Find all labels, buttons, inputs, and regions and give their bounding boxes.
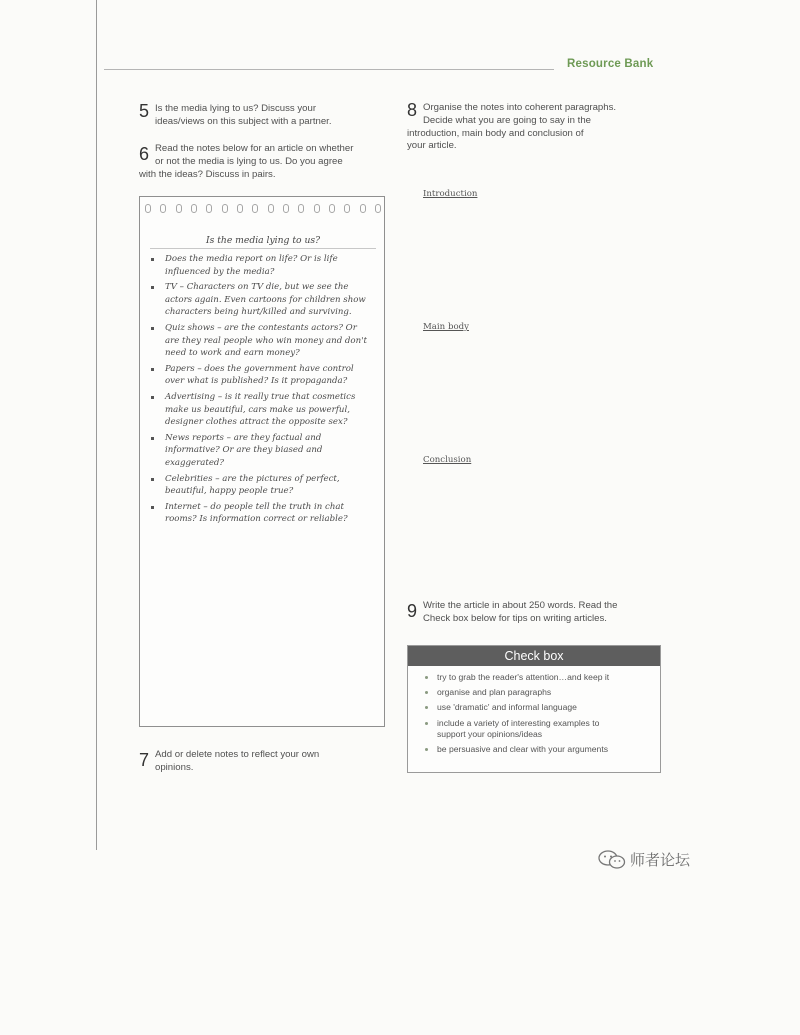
bullet-icon [151,327,154,330]
bullet-icon [425,676,428,679]
task-line: Is the media lying to us? Discuss your [155,103,317,114]
header-rule [104,69,554,70]
wechat-icon [598,850,626,870]
ring-icon [160,204,166,213]
note-line: actors again. Even cartoons for children show [165,294,366,305]
task-line: Read the notes below for an article on whether [155,143,354,154]
check-line: be persuasive and clear with your arguments [437,744,609,755]
note-line: Celebrities – are the pictures of perfect, [165,473,340,484]
note-line: exaggerated? [165,457,225,468]
ring-icon [268,204,274,213]
bullet-icon [425,722,428,725]
ring-icon [314,204,320,213]
check-item [408,672,660,683]
check-item [408,702,660,713]
task-line: Decide what you are going to say in the [423,114,591,126]
task-7 [139,749,389,775]
ring-icon [360,204,366,213]
note-line: Advertising – is it really true that cosmetics [165,391,356,402]
ring-icon [206,204,212,213]
task-line: introduction, main body and conclusion of [407,127,584,139]
watermark-text: 师者论坛 [630,852,691,869]
note-item [148,473,380,498]
note-line: characters being hurt/killed and surviving. [165,307,352,318]
check-box-list [408,666,660,755]
task-line: Write the article in about 250 words. Read the [423,600,618,611]
ring-icon [329,204,335,213]
ring-icon [283,204,289,213]
ring-icon [145,204,151,213]
note-line: Internet – do people tell the truth in chat [165,501,344,512]
task-5 [139,103,389,129]
bullet-icon [151,396,154,399]
ring-icon [237,204,243,213]
task-line: your article. [407,140,457,152]
check-line: try to grab the reader's attention…and keep it [437,672,610,682]
note-item [148,253,380,278]
bullet-icon [151,258,154,261]
watermark [598,849,690,870]
note-line: Quiz shows – are the contestants actors? Or [165,322,357,333]
task-line: Add or delete notes to reflect your own [155,749,320,760]
task-number: 9 [407,601,418,621]
page-margin-rule [96,0,97,850]
note-line: make us beautiful, cars make us powerful, [165,404,350,415]
ring-icon [252,204,258,213]
task-number: 5 [139,101,150,121]
task-line: Check box below for tips on writing articles. [423,612,607,624]
note-item [148,281,380,319]
task-number: 7 [139,750,150,770]
task-line: ideas/views on this subject with a partner. [155,115,332,127]
note-line: influenced by the media? [165,266,275,277]
task-line: or not the media is lying to us. Do you agree [155,155,343,167]
bullet-icon [151,506,154,509]
bullet-icon [425,706,428,709]
bullet-icon [425,748,428,751]
check-item [408,718,660,740]
check-item [408,687,660,698]
task-9 [407,600,667,626]
notes-list [148,253,380,529]
note-line: News reports – are they factual and [165,432,322,443]
check-item [408,744,660,755]
note-item [148,501,380,526]
check-box [407,645,661,773]
note-item [148,391,380,429]
task-number: 8 [407,100,418,120]
check-line: use 'dramatic' and informal language [437,702,577,713]
ring-icon [298,204,304,213]
note-line: over what is published? Is it propaganda? [165,376,348,387]
ring-icon [222,204,228,213]
task-line: opinions. [155,761,194,773]
section-conclusion: Conclusion [423,455,472,465]
note-item [148,432,380,470]
notes-title-underline [150,248,376,249]
bullet-icon [425,691,428,694]
note-line: Papers – does the government have control [165,363,354,374]
ring-icon [176,204,182,213]
section-introduction: Introduction [423,189,478,199]
note-line: informative? Or are they biased and [165,445,323,456]
check-line: organise and plan paragraphs [437,687,552,698]
note-line: Does the media report on life? Or is life [165,254,338,264]
notes-notepad [139,196,385,727]
section-main-body: Main body [423,322,469,332]
task-6 [139,143,389,181]
check-line: include a variety of interesting examples to [437,717,600,728]
notepad-rings [145,204,381,213]
note-item [148,363,380,388]
bullet-icon [151,286,154,289]
ring-icon [344,204,350,213]
bullet-icon [151,478,154,481]
check-box-title: Check box [408,646,660,666]
note-line: designer clothes attract the opposite sex? [165,417,348,428]
note-item [148,322,380,360]
note-line: are they real people who win money and don't [165,335,367,346]
ring-icon [191,204,197,213]
task-number: 6 [139,144,150,164]
resource-bank-title: Resource Bank [567,58,654,70]
note-line: beautiful, happy people true? [165,486,294,497]
check-line: support your opinions/ideas [437,728,543,739]
bullet-icon [151,368,154,371]
task-line: with the ideas? Discuss in pairs. [139,168,276,180]
note-line: need to work and earn money? [165,348,300,359]
ring-icon [375,204,381,213]
note-line: rooms? Is information correct or reliable? [165,514,348,525]
task-8 [407,102,667,153]
notes-title: Is the media lying to us? [205,235,321,246]
bullet-icon [151,437,154,440]
note-line: TV – Characters on TV die, but we see the [165,282,349,293]
task-line: Organise the notes into coherent paragraphs. [423,102,617,113]
